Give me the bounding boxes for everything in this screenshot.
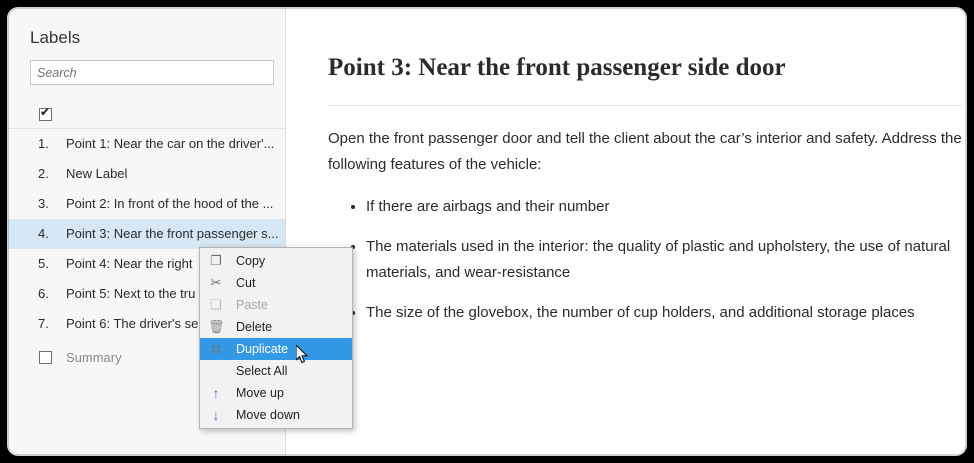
scissors-icon: ✂ [210, 275, 222, 290]
document-title: Point 3: Near the front passenger side door [328, 54, 786, 81]
menu-item-label: Move up [236, 386, 284, 400]
list-item: • The size of the glovebox, the number of cup holders, and additional storage places [366, 300, 966, 326]
select-all-checkbox[interactable] [39, 108, 52, 121]
list-item: • The materials used in the interior: the quality of plastic and upholstery, the use of natural materials, and wear-resistance [366, 234, 966, 286]
menu-item-paste [200, 294, 352, 316]
menu-item-label: Delete [236, 320, 273, 334]
menu-item-label: Copy [236, 254, 266, 268]
list-item-index: 3. [38, 196, 49, 211]
document-pane [286, 8, 966, 455]
menu-item-label: Select All [236, 364, 288, 378]
list-item-index: 2. [38, 166, 49, 181]
list-item-index: 7. [38, 316, 49, 331]
list-item-index: 1. [38, 136, 49, 151]
menu-item-copy[interactable] [200, 250, 352, 272]
list-item-label: Point 1: Near the car on the driver'... [66, 136, 275, 151]
list-item-label: Point 4: Near the right [66, 256, 193, 271]
list-item-index: 5. [38, 256, 49, 271]
title-divider [328, 105, 962, 106]
menu-item-label: Cut [236, 276, 256, 290]
list-item: • If there are airbags and their number [366, 194, 966, 220]
select-all-row[interactable] [8, 102, 285, 129]
menu-item-move-up[interactable] [200, 382, 352, 404]
menu-item-move-down[interactable] [200, 404, 352, 426]
menu-item-label: Paste [236, 298, 268, 312]
menu-item-label: Duplicate [236, 342, 289, 356]
list-item-index: 6. [38, 286, 49, 301]
list-item-label: Point 5: Next to the tru [66, 286, 196, 301]
list-item-label: New Label [66, 166, 128, 181]
page-title: Labels [30, 28, 81, 47]
arrow-down-icon: ↓ [212, 407, 220, 423]
trash-icon: 🗑 [208, 319, 225, 334]
copy-icon: ❐ [210, 253, 222, 268]
menu-item-duplicate[interactable] [200, 338, 352, 360]
document-bullet-list [328, 194, 966, 340]
context-menu [199, 247, 353, 429]
mouse-cursor-icon [296, 345, 308, 364]
list-item-label: Point 3: Near the front passenger s... [66, 226, 279, 241]
summary-label: Summary [66, 350, 122, 365]
search-input[interactable] [30, 60, 274, 85]
menu-item-label: Move down [236, 408, 300, 422]
list-item-selected[interactable] [8, 219, 285, 249]
list-item[interactable] [8, 189, 285, 219]
list-item[interactable] [8, 129, 285, 159]
paste-icon: ❑ [210, 297, 222, 312]
list-item[interactable] [8, 159, 285, 189]
list-item-label: Point 2: In front of the hood of the ... [66, 196, 274, 211]
app-window [8, 8, 966, 455]
document-paragraph: Open the front passenger door and tell the client about the car’s interior and safety. Address the following features of the vehicle: [328, 130, 962, 173]
list-item-label: Point 6: The driver's se [66, 316, 199, 331]
list-item-index: 4. [38, 226, 49, 241]
menu-item-delete[interactable] [200, 316, 352, 338]
duplicate-icon: ⧉ [211, 341, 221, 356]
summary-checkbox[interactable] [39, 351, 52, 364]
menu-item-cut[interactable] [200, 272, 352, 294]
arrow-up-icon: ↑ [212, 385, 220, 401]
menu-item-select-all[interactable] [200, 360, 352, 382]
